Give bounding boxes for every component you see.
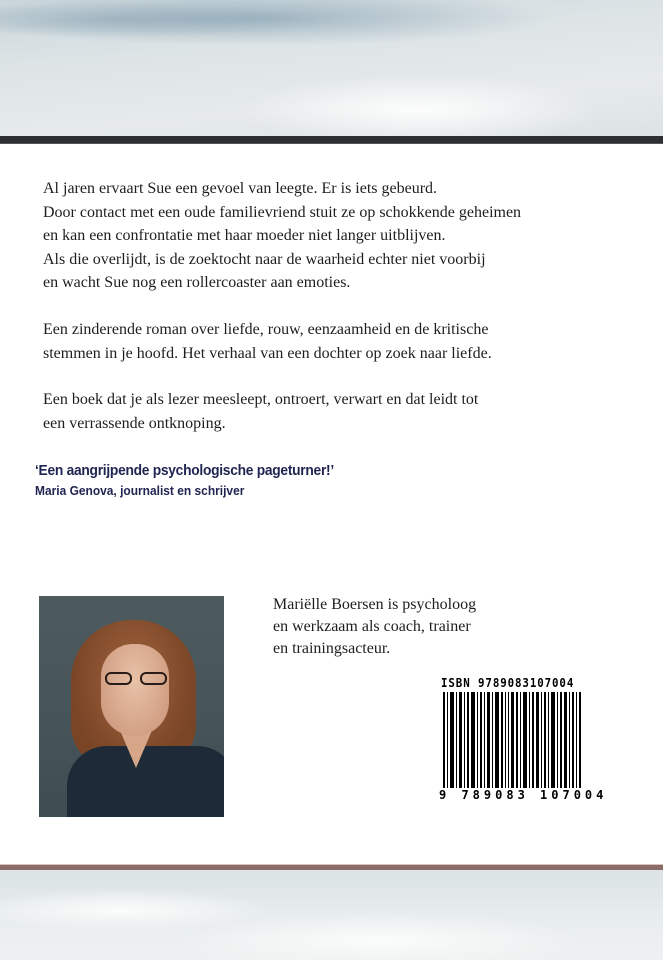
barcode-bars — [443, 692, 595, 792]
isbn-barcode — [437, 676, 608, 810]
blurb-line: Als die overlijdt, is de zoektocht naar de waarheid echter niet voorbij — [43, 250, 486, 268]
blurb-line: Een zinderende roman over liefde, rouw, eenzaamheid en de kritische — [43, 320, 489, 338]
author-bio — [273, 594, 476, 660]
blurb-line: stemmen in je hoofd. Het verhaal van een dochter op zoek naar liefde. — [43, 344, 492, 362]
quote-author: Maria Genova, journalist en schrijver — [35, 483, 245, 498]
blurb-paragraph-2 — [43, 318, 643, 365]
blurb-line: Een boek dat je als lezer meesleept, ontroert, verwart en dat leidt tot — [43, 391, 479, 409]
author-photo — [39, 596, 224, 817]
bottom-sky-band — [0, 870, 663, 960]
blurb-paragraph-1 — [43, 177, 643, 295]
review-quote — [35, 462, 360, 498]
glasses-icon — [103, 672, 169, 686]
blurb-line: Al jaren ervaart Sue een gevoel van leegte. Er is iets gebeurd. — [43, 180, 438, 197]
blurb-line: Door contact met een oude familievriend stuit ze op schokkende geheimen — [43, 203, 522, 221]
bio-line: Mariëlle Boersen is psycholoog — [273, 596, 477, 613]
photo-shirt — [67, 746, 224, 817]
blurb-line: een verrassende ontknoping. — [43, 414, 226, 432]
bio-line: en werkzaam als coach, trainer — [273, 618, 471, 635]
blurb-paragraph-3 — [43, 388, 643, 435]
blurb-line: en wacht Sue nog een rollercoaster aan emoties. — [43, 274, 351, 292]
barcode-digits: 9 789083 107004 — [439, 788, 608, 802]
back-cover-blurb — [43, 177, 643, 458]
top-divider — [0, 136, 663, 144]
top-sky-band — [0, 0, 663, 136]
blurb-line: en kan een confrontatie met haar moeder niet langer uitblijven. — [43, 227, 446, 245]
isbn-label: ISBN 9789083107004 — [441, 676, 575, 690]
photo-face — [101, 644, 169, 736]
quote-text: ‘Een aangrijpende psychologische pageturner!’ — [35, 462, 334, 479]
bio-line: en trainingsacteur. — [273, 640, 391, 657]
